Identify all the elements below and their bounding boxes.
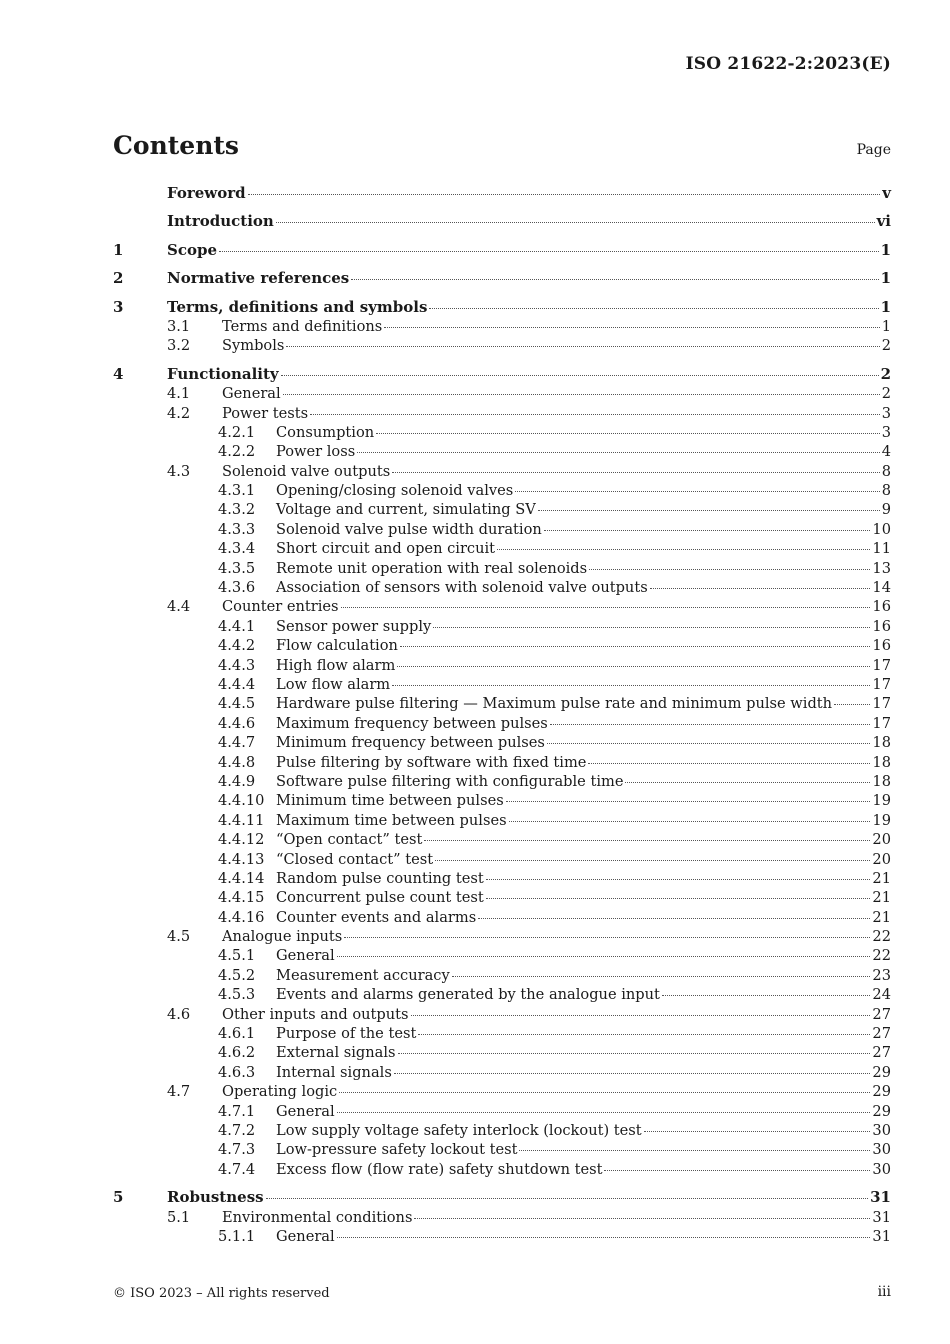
toc-entry-number: 4.6.3: [218, 1063, 256, 1081]
toc-entry-number: 4.7.4: [218, 1160, 256, 1178]
toc-entry[interactable]: [113, 617, 891, 636]
dot-leader: [344, 937, 870, 938]
dot-leader: [478, 918, 870, 919]
toc-entry-page: 31: [872, 1208, 891, 1226]
toc-entry-number: 4: [113, 364, 124, 383]
toc-entry-title: Scope: [167, 240, 218, 259]
toc-entry-number: 4.1: [167, 385, 191, 403]
toc-entry-title: General: [276, 947, 335, 965]
toc-entry-title: Low flow alarm: [276, 675, 391, 693]
toc-entry[interactable]: [113, 336, 891, 355]
toc-entry-title: Analogue inputs: [222, 928, 343, 946]
toc-entry-page: 27: [872, 1005, 891, 1023]
toc-entry-number: 4.4.15: [218, 889, 265, 907]
toc-entry[interactable]: [113, 966, 891, 985]
toc-entry-page: 22: [872, 947, 891, 965]
dot-leader: [351, 279, 878, 280]
toc-entry-number: 4.4.10: [218, 792, 265, 810]
toc-entry-number: 4.4.5: [218, 695, 256, 713]
toc-entry-page: 22: [872, 928, 891, 946]
toc-entry-number: 4.4.13: [218, 850, 265, 868]
toc-entry-page: 1: [880, 240, 891, 259]
toc-entry-title: Minimum time between pulses: [276, 792, 504, 810]
toc-entry[interactable]: [113, 423, 891, 442]
toc-entry-title: Flow calculation: [276, 637, 398, 655]
toc-entry-title: Terms, definitions and symbols: [167, 297, 428, 316]
dot-leader: [283, 394, 880, 395]
toc-entry-title: Purpose of the test: [276, 1025, 417, 1043]
toc-entry-title: Counter entries: [222, 598, 339, 616]
toc-entry[interactable]: [113, 1121, 891, 1140]
toc-entry-page: 17: [872, 656, 891, 674]
toc-entry-number: 4.7: [167, 1083, 191, 1101]
toc-entry-page: 14: [872, 579, 891, 597]
toc-entry-title: Solenoid valve outputs: [222, 462, 391, 480]
toc-entry-title: Introduction: [167, 212, 274, 231]
toc-entry[interactable]: [113, 317, 891, 336]
dot-leader: [418, 1034, 870, 1035]
dot-leader: [424, 840, 870, 841]
toc-entry[interactable]: [113, 269, 891, 288]
toc-entry-title: Software pulse filtering with configurable time: [276, 772, 624, 790]
toc-entry[interactable]: [113, 791, 891, 810]
dot-leader: [604, 1170, 870, 1171]
toc-entry-page: 16: [872, 617, 891, 635]
dot-leader: [398, 1053, 871, 1054]
toc-entry-number: 3: [113, 297, 124, 316]
dot-leader: [433, 627, 870, 628]
toc-entry-page: 18: [872, 772, 891, 790]
toc-entry-title: Opening/closing solenoid valves: [276, 482, 514, 500]
toc-entry[interactable]: [113, 733, 891, 752]
toc-entry-title: Excess flow (flow rate) safety shutdown test: [276, 1160, 603, 1178]
toc-entry-number: 4.4.11: [218, 811, 265, 829]
dot-leader: [248, 194, 881, 195]
toc-entry[interactable]: [113, 365, 891, 384]
toc-entry-title: Foreword: [167, 184, 246, 202]
toc-entry-page: 31: [870, 1188, 891, 1207]
toc-entry-page: 9: [881, 501, 891, 519]
toc-entry-number: 4.4.16: [218, 908, 265, 926]
toc-entry-title: General: [276, 1227, 335, 1245]
dot-leader: [414, 1218, 870, 1219]
toc-entry-title: Short circuit and open circuit: [276, 540, 496, 558]
toc-entry[interactable]: [113, 1005, 891, 1024]
dot-leader: [411, 1015, 871, 1016]
toc-entry-page: 21: [872, 869, 891, 887]
toc-entry-number: 4.4.3: [218, 656, 256, 674]
toc-entry-page: 2: [880, 364, 891, 383]
toc-entry-title: Power tests: [222, 404, 309, 422]
table-of-contents: [113, 184, 891, 1246]
toc-entry[interactable]: [113, 1082, 891, 1101]
toc-entry[interactable]: [113, 675, 891, 694]
toc-entry-title: Maximum frequency between pulses: [276, 714, 548, 732]
toc-entry[interactable]: [113, 1063, 891, 1082]
toc-entry-number: 1: [113, 240, 124, 259]
toc-entry-page: v: [882, 184, 891, 202]
page-column-label: Page: [856, 142, 891, 158]
toc-entry-title: Functionality: [167, 364, 279, 383]
dot-leader: [337, 1237, 871, 1238]
dot-leader: [497, 549, 870, 550]
toc-entry-number: 4.6.1: [218, 1025, 256, 1043]
toc-entry-title: “Open contact” test: [276, 831, 423, 849]
toc-entry-title: Symbols: [222, 337, 285, 355]
toc-entry-number: 4.3.4: [218, 540, 256, 558]
toc-entry[interactable]: [113, 1024, 891, 1043]
toc-entry[interactable]: [113, 927, 891, 946]
dot-leader: [435, 860, 870, 861]
dot-leader: [429, 308, 878, 309]
toc-entry-number: 3.1: [167, 317, 191, 335]
toc-entry-title: Pulse filtering by software with fixed time: [276, 753, 587, 771]
toc-entry-page: 4: [881, 443, 891, 461]
page-number: iii: [877, 1284, 891, 1300]
toc-entry-page: 2: [881, 337, 891, 355]
toc-entry-title: High flow alarm: [276, 656, 396, 674]
dot-leader: [394, 1073, 871, 1074]
toc-entry-title: Power loss: [276, 443, 356, 461]
toc-entry-page: 3: [881, 423, 891, 441]
toc-entry-number: 4.4.2: [218, 637, 256, 655]
toc-entry-page: 30: [872, 1121, 891, 1139]
toc-entry-page: 20: [872, 850, 891, 868]
toc-entry-number: 4.4.7: [218, 734, 256, 752]
dot-leader: [547, 743, 871, 744]
toc-entry-title: Environmental conditions: [222, 1208, 413, 1226]
dot-leader: [550, 724, 871, 725]
toc-entry-number: 4.5: [167, 928, 191, 946]
toc-entry-page: 30: [872, 1160, 891, 1178]
toc-entry-page: 11: [872, 540, 891, 558]
dot-leader: [589, 569, 870, 570]
toc-entry[interactable]: [113, 298, 891, 317]
toc-entry-page: 19: [872, 811, 891, 829]
toc-entry-page: 18: [872, 753, 891, 771]
toc-entry-number: 4.5.1: [218, 947, 256, 965]
toc-entry[interactable]: [113, 946, 891, 965]
toc-entry-number: 4.2.2: [218, 443, 256, 461]
dot-leader: [276, 222, 875, 223]
dot-leader: [625, 782, 870, 783]
dot-leader: [384, 327, 879, 328]
page-title: Contents: [113, 131, 240, 160]
dot-leader: [397, 666, 870, 667]
toc-entry[interactable]: [113, 830, 891, 849]
toc-entry-page: 29: [872, 1063, 891, 1081]
toc-entry[interactable]: [113, 520, 891, 539]
dot-leader: [834, 704, 870, 705]
toc-entry-title: General: [276, 1102, 335, 1120]
toc-entry[interactable]: [113, 539, 891, 558]
toc-entry-page: 20: [872, 831, 891, 849]
toc-entry-page: 2: [881, 385, 891, 403]
toc-entry-number: 2: [113, 269, 124, 288]
toc-entry-page: 18: [872, 734, 891, 752]
toc-entry-page: 10: [872, 520, 891, 538]
toc-entry[interactable]: [113, 1140, 891, 1159]
dot-leader: [392, 685, 870, 686]
toc-entry[interactable]: [113, 869, 891, 888]
toc-entry-title: Sensor power supply: [276, 617, 432, 635]
toc-entry-page: 30: [872, 1141, 891, 1159]
toc-entry[interactable]: [113, 1160, 891, 1179]
toc-entry[interactable]: [113, 462, 891, 481]
dot-leader: [337, 1112, 871, 1113]
toc-entry-title: Operating logic: [222, 1083, 338, 1101]
toc-entry-title: External signals: [276, 1044, 396, 1062]
toc-entry-page: 17: [872, 695, 891, 713]
dot-leader: [519, 1150, 870, 1151]
toc-entry-page: 16: [872, 598, 891, 616]
toc-entry-title: Maximum time between pulses: [276, 811, 507, 829]
toc-entry-page: 8: [881, 482, 891, 500]
toc-entry-title: Low-pressure safety lockout test: [276, 1141, 518, 1159]
toc-entry-number: 5.1: [167, 1208, 191, 1226]
toc-entry-number: 4.4.8: [218, 753, 256, 771]
toc-entry-title: Solenoid valve pulse width duration: [276, 520, 542, 538]
toc-entry-title: Normative references: [167, 269, 350, 288]
toc-entry-page: 1: [880, 297, 891, 316]
dot-leader: [310, 414, 880, 415]
toc-entry-number: 4.3.6: [218, 579, 256, 597]
toc-entry-page: 13: [872, 559, 891, 577]
toc-entry-number: 4.6.2: [218, 1044, 256, 1062]
toc-entry[interactable]: [113, 1208, 891, 1227]
toc-entry-number: 4.3: [167, 462, 191, 480]
toc-entry-title: Hardware pulse filtering — Maximum pulse rate and minimum pulse width: [276, 695, 833, 713]
toc-entry-title: General: [222, 385, 281, 403]
toc-entry-title: Association of sensors with solenoid valve outputs: [276, 579, 648, 597]
toc-entry[interactable]: [113, 1188, 891, 1207]
toc-entry-number: 4.3.3: [218, 520, 256, 538]
dot-leader: [538, 510, 880, 511]
toc-entry[interactable]: [113, 1227, 891, 1246]
dot-leader: [357, 452, 880, 453]
dot-leader: [509, 821, 871, 822]
toc-entry-number: 4.7.3: [218, 1141, 256, 1159]
toc-entry-page: 24: [872, 986, 891, 1004]
toc-entry-page: 27: [872, 1044, 891, 1062]
dot-leader: [376, 433, 880, 434]
toc-entry[interactable]: [113, 811, 891, 830]
toc-entry-number: 4.2.1: [218, 423, 256, 441]
toc-entry-page: 23: [872, 966, 891, 984]
toc-entry[interactable]: [113, 578, 891, 597]
toc-entry[interactable]: [113, 481, 891, 500]
toc-entry-number: 4.7.2: [218, 1121, 256, 1139]
toc-entry-page: 29: [872, 1102, 891, 1120]
toc-entry-page: 27: [872, 1025, 891, 1043]
toc-entry-number: 4.4.9: [218, 772, 256, 790]
dot-leader: [644, 1131, 871, 1132]
toc-entry-title: Robustness: [167, 1188, 264, 1207]
toc-entry-number: 4.5.3: [218, 986, 256, 1004]
toc-entry-number: 4.5.2: [218, 966, 256, 984]
toc-entry-title: Events and alarms generated by the analogue input: [276, 986, 660, 1004]
dot-leader: [392, 472, 880, 473]
dot-leader: [281, 375, 879, 376]
toc-entry[interactable]: [113, 694, 891, 713]
toc-entry[interactable]: [113, 404, 891, 423]
toc-entry[interactable]: [113, 753, 891, 772]
copyright-notice: © ISO 2023 – All rights reserved: [113, 1286, 330, 1301]
toc-entry-title: Random pulse counting test: [276, 869, 484, 887]
toc-entry-title: Minimum frequency between pulses: [276, 734, 545, 752]
toc-entry-title: Voltage and current, simulating SV: [276, 501, 536, 519]
toc-entry-page: 1: [880, 269, 891, 288]
dot-leader: [662, 995, 871, 996]
dot-leader: [486, 879, 871, 880]
toc-entry[interactable]: [113, 442, 891, 461]
toc-entry-page: 17: [872, 714, 891, 732]
toc-entry-page: 8: [881, 462, 891, 480]
toc-entry[interactable]: [113, 241, 891, 260]
toc-entry-number: 4.3.2: [218, 501, 256, 519]
toc-entry[interactable]: [113, 184, 891, 203]
toc-entry-number: 4.3.5: [218, 559, 256, 577]
toc-entry-page: 21: [872, 908, 891, 926]
toc-entry-page: 1: [881, 317, 891, 335]
dot-leader: [400, 646, 871, 647]
toc-entry-title: Measurement accuracy: [276, 966, 450, 984]
toc-entry[interactable]: [113, 985, 891, 1004]
toc-entry-number: 4.4: [167, 598, 191, 616]
toc-entry-page: 19: [872, 792, 891, 810]
dot-leader: [515, 491, 879, 492]
toc-entry[interactable]: [113, 500, 891, 519]
dot-leader: [339, 1092, 870, 1093]
toc-entry-number: 4.7.1: [218, 1102, 256, 1120]
toc-entry-title: Remote unit operation with real solenoids: [276, 559, 588, 577]
toc-entry-number: 4.4.12: [218, 831, 265, 849]
toc-entry-number: 5: [113, 1188, 124, 1207]
dot-leader: [286, 346, 879, 347]
toc-entry[interactable]: [113, 559, 891, 578]
toc-entry-title: “Closed contact” test: [276, 850, 434, 868]
toc-entry-page: 29: [872, 1083, 891, 1101]
toc-entry-number: 5.1.1: [218, 1227, 256, 1245]
toc-entry-title: Terms and definitions: [222, 317, 383, 335]
toc-entry-page: 31: [872, 1227, 891, 1245]
toc-entry[interactable]: [113, 772, 891, 791]
dot-leader: [219, 251, 879, 252]
toc-entry-number: 4.3.1: [218, 482, 256, 500]
dot-leader: [337, 956, 871, 957]
document-id: ISO 21622-2:2023(E): [685, 54, 891, 74]
toc-entry-page: 21: [872, 889, 891, 907]
toc-entry-page: 17: [872, 675, 891, 693]
toc-entry-number: 4.4.6: [218, 714, 256, 732]
toc-entry[interactable]: [113, 212, 891, 231]
dot-leader: [650, 588, 871, 589]
dot-leader: [544, 530, 871, 531]
dot-leader: [266, 1198, 869, 1199]
dot-leader: [486, 898, 871, 899]
toc-entry-number: 4.4.4: [218, 675, 256, 693]
toc-entry-title: Internal signals: [276, 1063, 392, 1081]
toc-entry-number: 4.6: [167, 1005, 191, 1023]
toc-entry-title: Counter events and alarms: [276, 908, 477, 926]
dot-leader: [506, 801, 871, 802]
toc-entry[interactable]: [113, 850, 891, 869]
dot-leader: [341, 607, 871, 608]
toc-entry-number: 3.2: [167, 337, 191, 355]
toc-entry-page: 16: [872, 637, 891, 655]
dot-leader: [588, 763, 870, 764]
toc-entry-number: 4.2: [167, 404, 191, 422]
toc-entry-title: Consumption: [276, 423, 375, 441]
toc-entry-number: 4.4.14: [218, 869, 265, 887]
toc-entry-title: Other inputs and outputs: [222, 1005, 409, 1023]
dot-leader: [452, 976, 871, 977]
toc-entry-title: Concurrent pulse count test: [276, 889, 484, 907]
toc-entry-number: 4.4.1: [218, 617, 256, 635]
toc-entry-page: 3: [881, 404, 891, 422]
toc-entry[interactable]: [113, 636, 891, 655]
toc-entry[interactable]: [113, 597, 891, 616]
toc-entry[interactable]: [113, 888, 891, 907]
toc-entry[interactable]: [113, 1043, 891, 1062]
toc-entry[interactable]: [113, 908, 891, 927]
toc-entry-page: vi: [876, 212, 891, 231]
toc-entry[interactable]: [113, 656, 891, 675]
toc-entry[interactable]: [113, 384, 891, 403]
toc-entry[interactable]: [113, 714, 891, 733]
toc-entry[interactable]: [113, 1102, 891, 1121]
toc-entry-title: Low supply voltage safety interlock (lockout) test: [276, 1121, 642, 1139]
